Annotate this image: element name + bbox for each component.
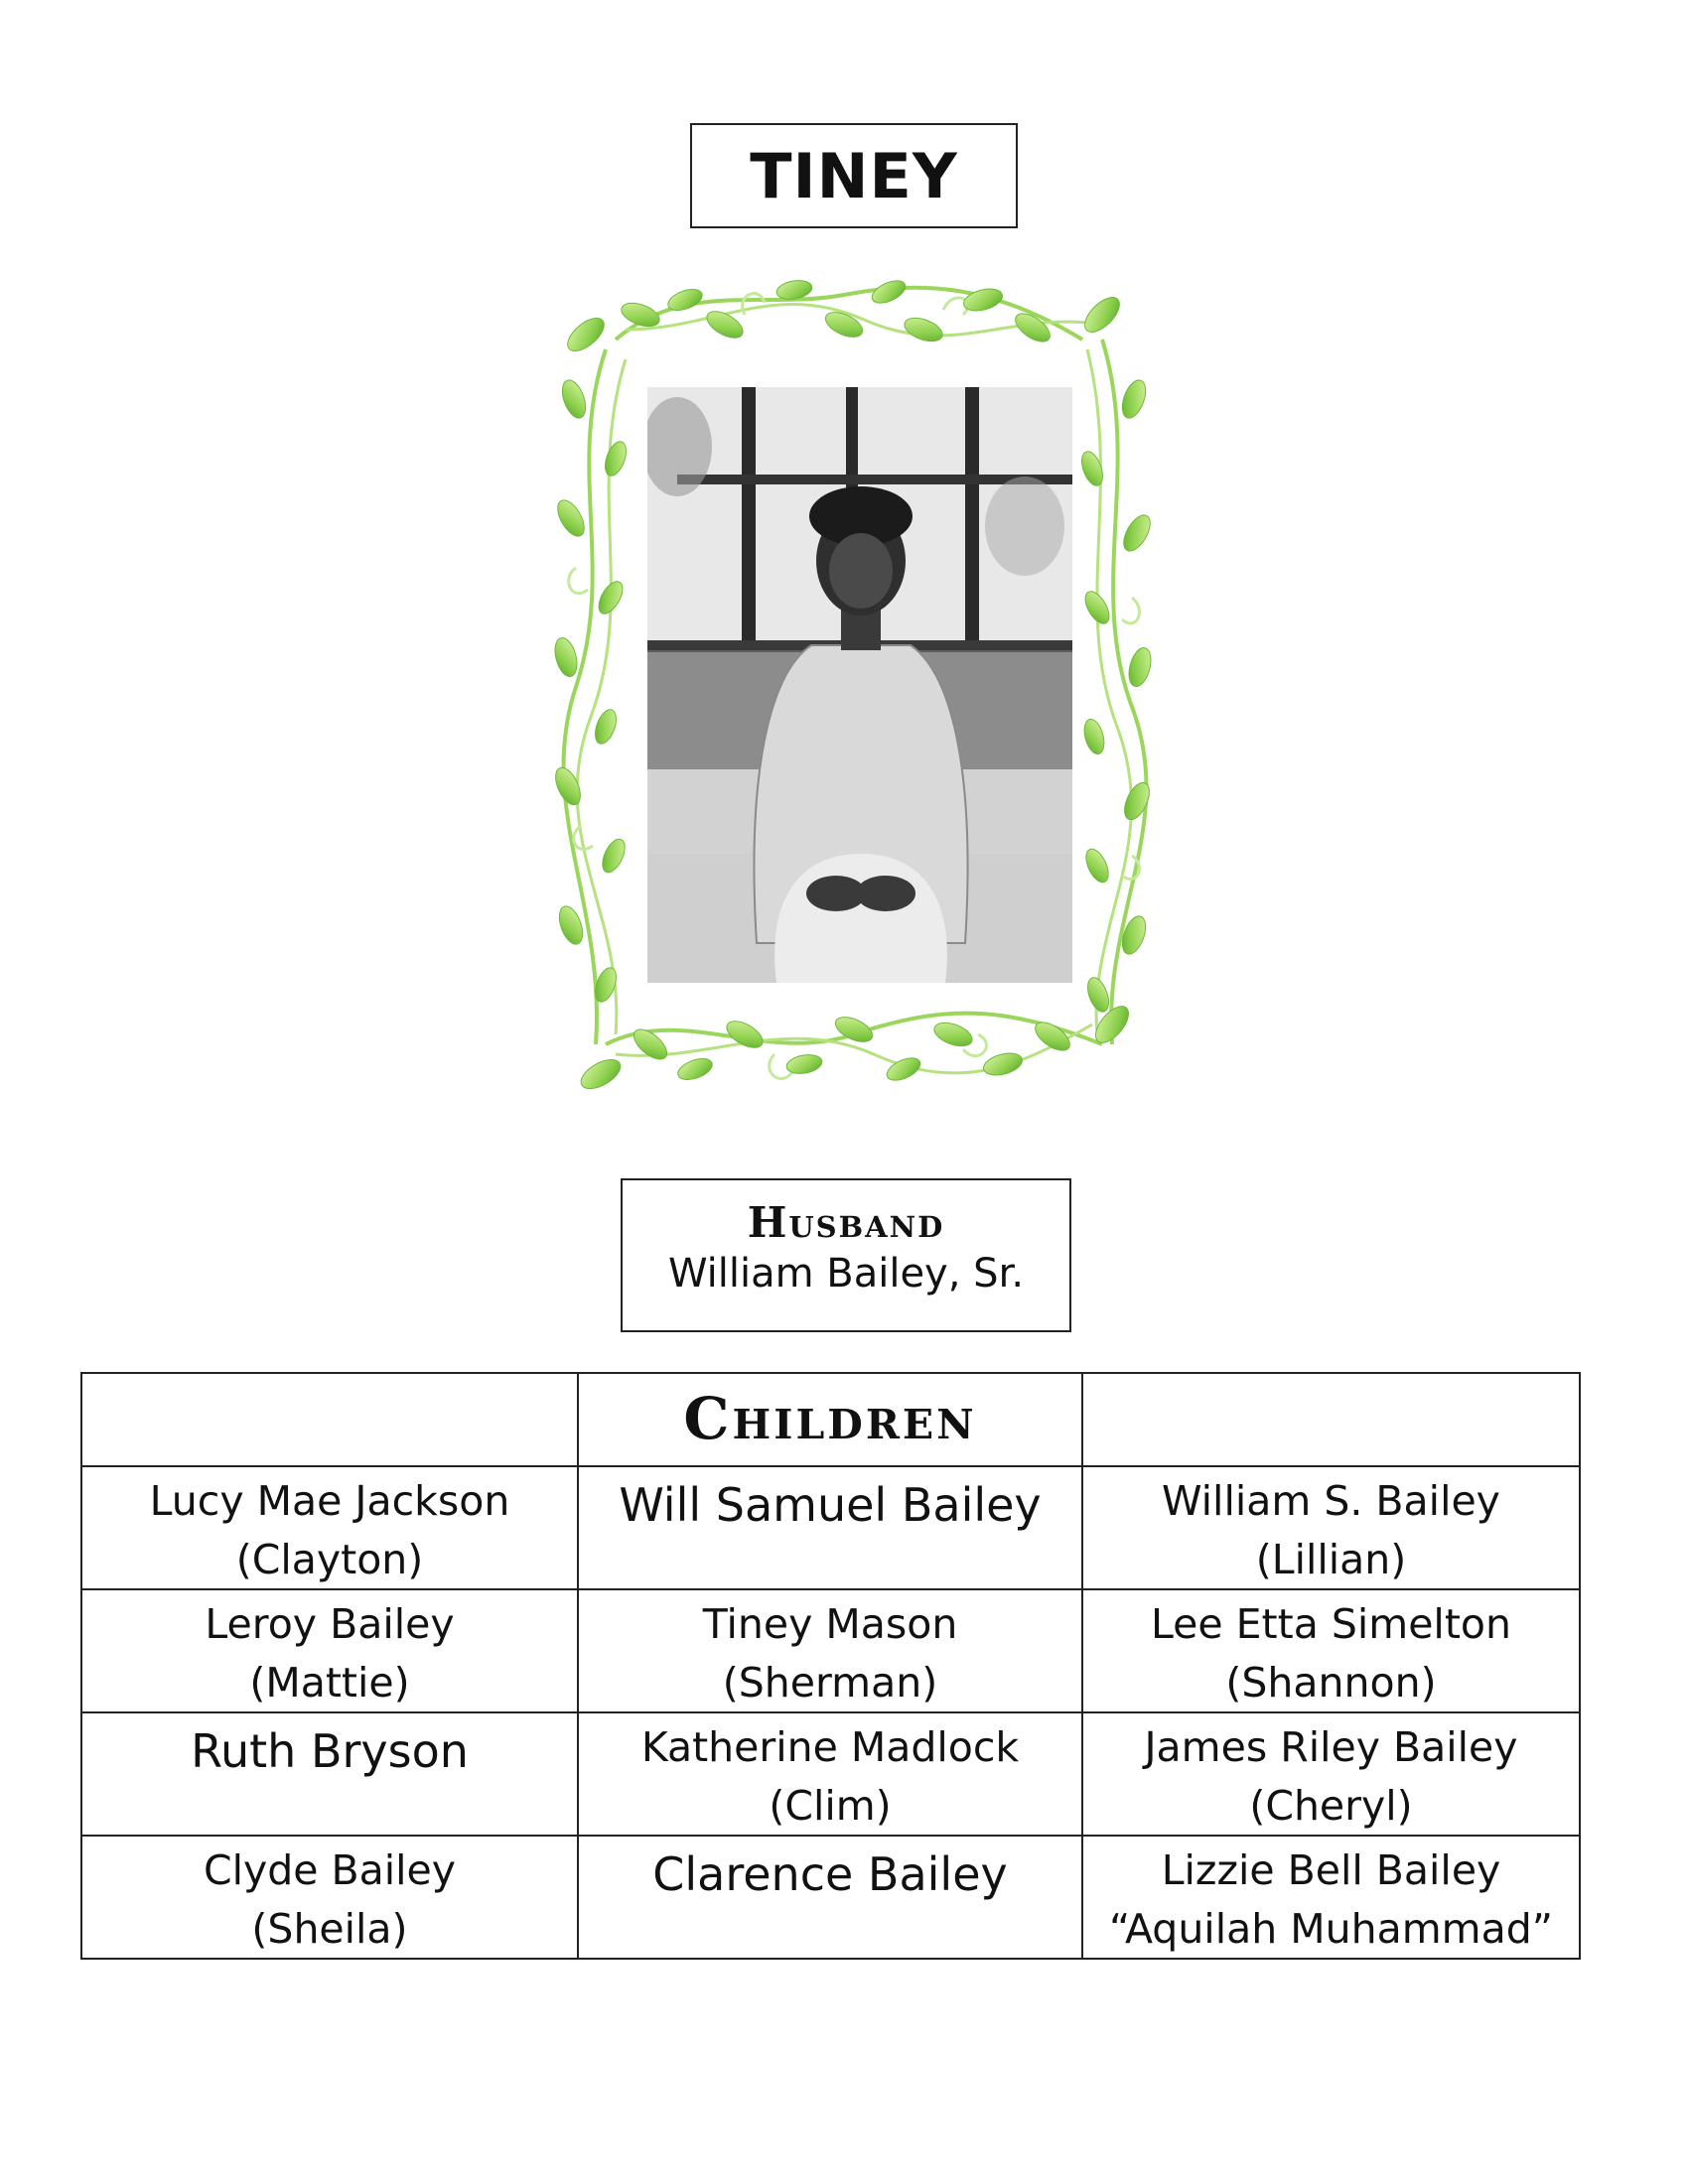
table-cell — [1082, 1589, 1580, 1712]
table-cell — [578, 1466, 1082, 1589]
child-name: Lizzie Bell Bailey — [1161, 1846, 1501, 1894]
child-spouse: (Clim) — [769, 1782, 892, 1830]
table-cell — [1082, 1466, 1580, 1589]
husband-heading: Husband — [747, 1198, 945, 1247]
child-name: Clarence Bailey — [652, 1847, 1008, 1901]
header-cell — [578, 1373, 1082, 1466]
children-heading: Children — [683, 1385, 977, 1452]
child-spouse: (Sherman) — [722, 1659, 938, 1706]
table-cell — [578, 1589, 1082, 1712]
portrait-image — [647, 387, 1072, 983]
husband-box — [621, 1178, 1071, 1332]
table-row — [81, 1712, 1580, 1836]
husband-name: William Bailey, Sr. — [667, 1251, 1025, 1297]
table-row — [81, 1836, 1580, 1959]
page-title: TINEY — [750, 139, 958, 212]
children-header-row — [81, 1373, 1580, 1466]
child-spouse: “Aquilah Muhammad” — [1109, 1905, 1553, 1953]
child-name: James Riley Bailey — [1144, 1723, 1518, 1771]
table-cell — [578, 1712, 1082, 1836]
child-name: William S. Bailey — [1162, 1477, 1500, 1525]
child-spouse: (Sheila) — [251, 1905, 408, 1953]
child-name: Tiney Mason — [702, 1600, 958, 1648]
child-name: Ruth Bryson — [191, 1724, 469, 1778]
table-cell — [81, 1466, 578, 1589]
child-name: Clyde Bailey — [203, 1846, 457, 1894]
child-spouse: (Clayton) — [235, 1536, 424, 1583]
portrait-photo — [647, 387, 1072, 983]
table-cell — [578, 1836, 1082, 1959]
child-name: Leroy Bailey — [205, 1600, 455, 1648]
header-cell-empty — [1082, 1373, 1580, 1466]
title-box — [690, 123, 1018, 228]
child-spouse: (Shannon) — [1225, 1659, 1437, 1706]
child-name: Katherine Madlock — [640, 1723, 1020, 1771]
table-cell — [81, 1589, 578, 1712]
table-row — [81, 1589, 1580, 1712]
table-cell — [81, 1712, 578, 1836]
child-spouse: (Mattie) — [249, 1659, 410, 1706]
child-name: Will Samuel Bailey — [619, 1478, 1042, 1532]
header-cell-empty — [81, 1373, 578, 1466]
table-row — [81, 1466, 1580, 1589]
child-name: Lee Etta Simelton — [1151, 1600, 1511, 1648]
table-cell — [1082, 1836, 1580, 1959]
child-name: Lucy Mae Jackson — [149, 1477, 510, 1525]
photo-frame — [546, 270, 1162, 1124]
child-spouse: (Cheryl) — [1249, 1782, 1413, 1830]
table-cell — [81, 1836, 578, 1959]
table-cell — [1082, 1712, 1580, 1836]
children-table — [80, 1372, 1581, 1960]
child-spouse: (Lillian) — [1255, 1536, 1407, 1583]
